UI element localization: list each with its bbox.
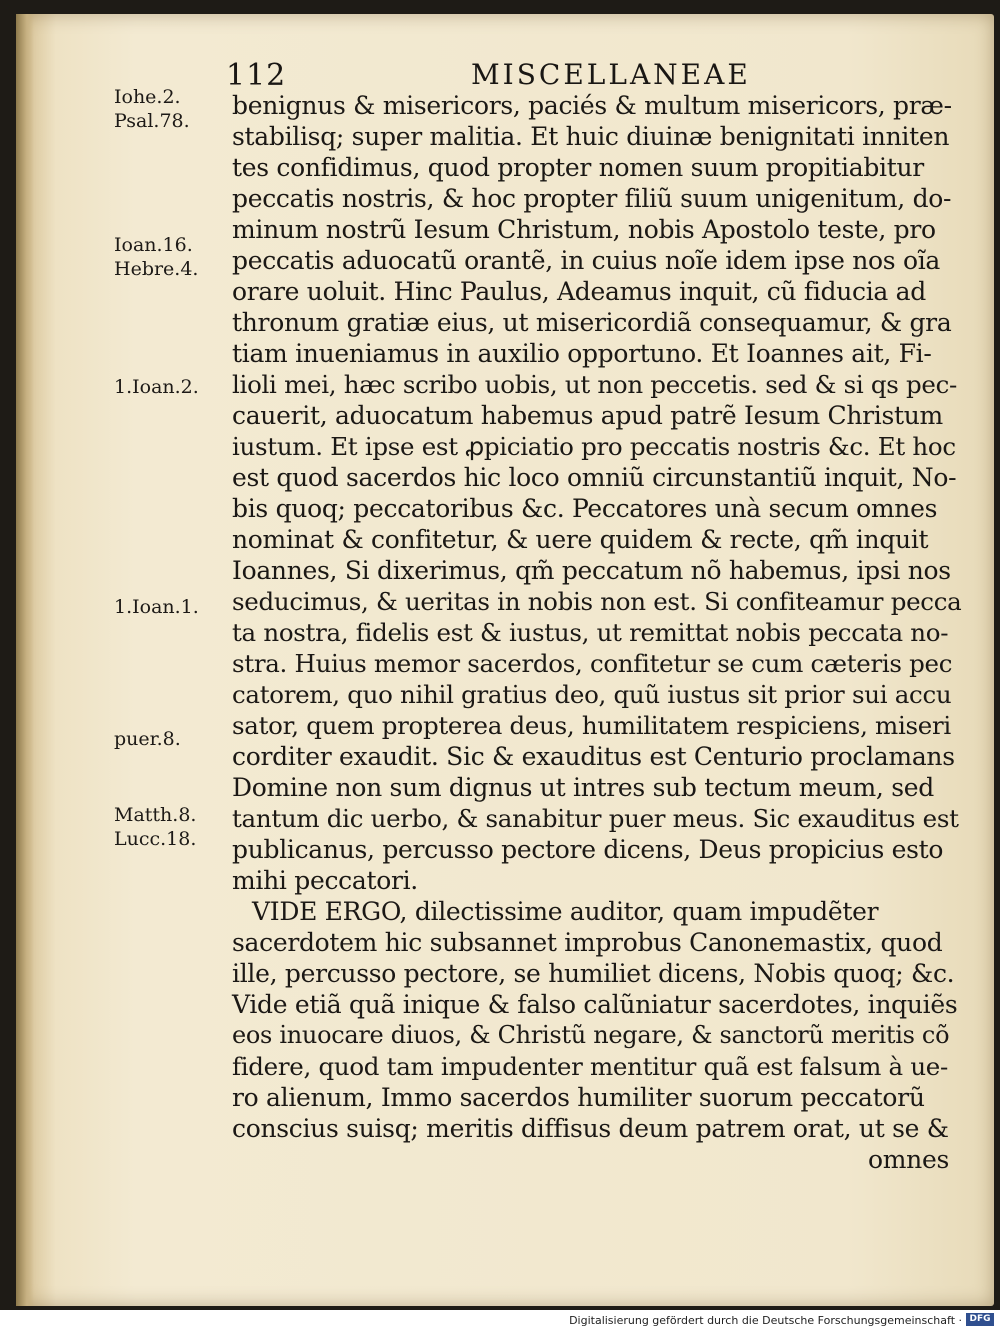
text-line: minum nostrũ Iesum Christum, nobis Apostolo teste, pro: [232, 215, 936, 244]
text-line: est quod sacerdos hic loco omniũ circunstantiũ inquit, No-: [232, 463, 957, 492]
margin-note: puer.8.: [114, 728, 181, 750]
book-page: [16, 14, 994, 1306]
text-line: Domine non sum dignus ut intres sub tectum meum, sed: [232, 773, 934, 802]
text-line: sator, quem propterea deus, humilitatem respiciens, miseri: [232, 711, 951, 740]
footer-credit: Digitalisierung gefördert durch die Deutsche Forschungsgemeinschaft ·: [569, 1314, 962, 1327]
text-line: ro alienum, Immo sacerdos humiliter suorum peccatorũ: [232, 1083, 925, 1112]
text-line: orare uoluit. Hinc Paulus, Adeamus inquit, cũ fiducia ad: [232, 277, 926, 306]
text-line: thronum gratiæ eius, ut misericordiã consequamur, & gra: [232, 308, 952, 337]
text-line: ille, percusso pectore, se humiliet dicens, Nobis quoq; &c.: [232, 959, 955, 988]
text-line: tes confidimus, quod propter nomen suum propitiabitur: [232, 153, 924, 182]
text-line: cauerit, aduocatum habemus apud patrẽ Iesum Christum: [232, 401, 943, 430]
dfg-logo: DFG: [966, 1313, 994, 1326]
text-line: sacerdotem hic subsannet improbus Canonemastix, quod: [232, 928, 943, 957]
text-line: stabilisq; super malitia. Et huic diuinæ benignitati inniten: [232, 122, 950, 151]
text-line: tiam inueniamus in auxilio opportuno. Et Ioannes ait, Fi-: [232, 339, 932, 368]
text-line: catorem, quo nihil gratius deo, quũ iustus sit prior sui accu: [232, 680, 952, 709]
text-line: publicanus, percusso pectore dicens, Deus propicius esto: [232, 835, 944, 864]
margin-note: Iohe.2.: [114, 86, 181, 108]
margin-note: Ioan.16.: [114, 234, 193, 256]
page-header: [226, 58, 986, 94]
catchword: omnes: [868, 1145, 949, 1174]
text-line: conscius suisq; meritis diffisus deum patrem orat, ut se &: [232, 1114, 949, 1143]
text-line: stra. Huius memor sacerdos, confitetur se cum cæteris pec: [232, 649, 953, 678]
text-line: fidere, quod tam impudenter mentitur quã est falsum à ue-: [232, 1052, 948, 1081]
margin-note: Lucc.18.: [114, 828, 197, 850]
text-line: peccatis nostris, & hoc propter filiũ suum unigenitum, do-: [232, 184, 952, 213]
text-line: ta nostra, fidelis est & iustus, ut remittat nobis peccata no-: [232, 618, 949, 647]
text-line: eos inuocare diuos, & Christũ negare, & sanctorũ meritis cõ: [232, 1021, 950, 1049]
margin-note: Matth.8.: [114, 804, 197, 826]
text-line: peccatis aduocatũ orantẽ, in cuius noĩe idem ipse nos oĩa: [232, 246, 941, 275]
margin-note: Psal.78.: [114, 110, 190, 132]
running-title: MISCELLANEAE: [471, 58, 751, 91]
margin-note: 1.Ioan.1.: [114, 596, 199, 618]
text-line: benignus & misericors, paciés & multum misericors, præ-: [232, 91, 952, 120]
text-line: nominat & confitetur, & uere quidem & recte, qm̃ inquit: [232, 525, 929, 554]
text-line: mihi peccatori.: [232, 866, 418, 895]
page-number: 112: [226, 58, 287, 93]
margin-note: 1.Ioan.2.: [114, 376, 199, 398]
text-line: lioli mei, hæc scribo uobis, ut non peccetis. sed & si qs pec-: [232, 370, 958, 399]
footer: [0, 1310, 1000, 1331]
text-line: Ioannes, Si dixerimus, qm̃ peccatum nõ habemus, ipsi nos: [232, 556, 951, 585]
text-line: corditer exaudit. Sic & exauditus est Centurio proclamans: [232, 742, 955, 771]
text-line: iustum. Et ipse est ꝓpiciatio pro peccatis nostris &c. Et hoc: [232, 432, 956, 461]
text-line: tantum dic uerbo, & sanabitur puer meus. Sic exauditus est: [232, 804, 959, 833]
text-line: seducimus, & ueritas in nobis non est. Si confiteamur pecca: [232, 587, 962, 616]
text-line: Vide etiã quã inique & falso calũniatur sacerdotes, inquiẽs: [232, 990, 958, 1019]
margin-note: Hebre.4.: [114, 258, 199, 280]
text-line: bis quoq; peccatoribus &c. Peccatores unà secum omnes: [232, 494, 938, 523]
text-line: VIDE ERGO, dilectissime auditor, quam impudẽter: [252, 897, 879, 926]
